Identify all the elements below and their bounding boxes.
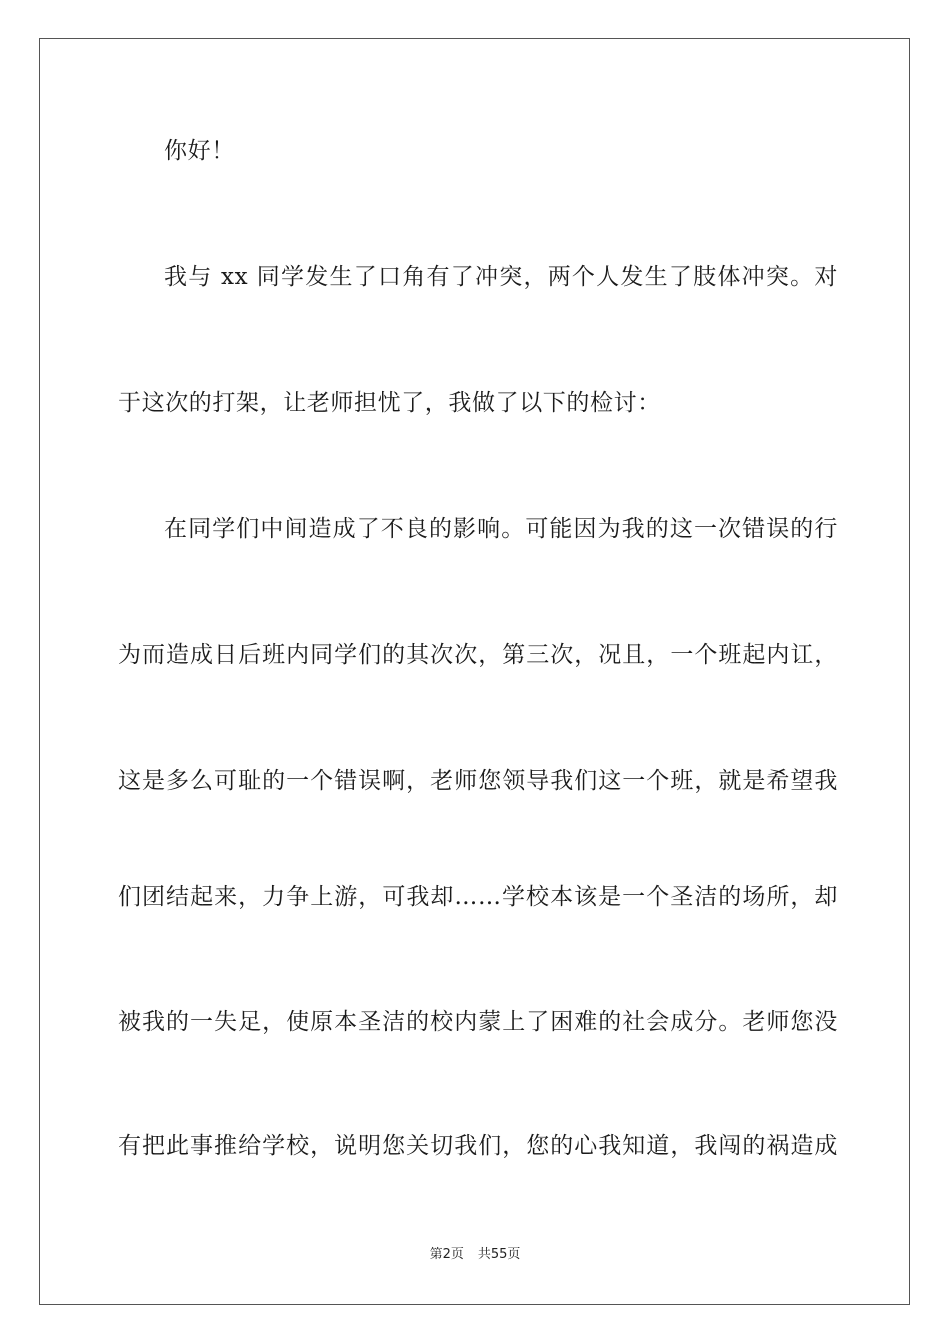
text-line: 被我的一失足，使原本圣洁的校内蒙上了困难的社会成分。老师您没	[118, 1009, 838, 1035]
page-number: 第2页	[429, 1247, 464, 1262]
text-line: 为而造成日后班内同学们的其次次，第三次，况且，一个班起内讧，	[118, 642, 838, 668]
text-line: 这是多么可耻的一个错误啊，老师您领导我们这一个班，就是希望我	[118, 768, 838, 794]
page-border	[39, 38, 910, 1305]
greeting-line: 你好！	[164, 138, 235, 164]
text-line: 在同学们中间造成了不良的影响。可能因为我的这一次错误的行	[164, 516, 838, 542]
page-total: 共55页	[477, 1247, 521, 1262]
page-footer	[0, 1246, 950, 1264]
text-line: 我与 xx 同学发生了口角有了冲突，两个人发生了肢体冲突。对	[164, 264, 838, 290]
text-line: 有把此事推给学校，说明您关切我们，您的心我知道，我闯的祸造成	[118, 1133, 838, 1159]
text-line: 于这次的打架，让老师担忧了，我做了以下的检讨：	[118, 390, 661, 416]
text-line: 们团结起来，力争上游，可我却……学校本该是一个圣洁的场所，却	[118, 884, 838, 910]
